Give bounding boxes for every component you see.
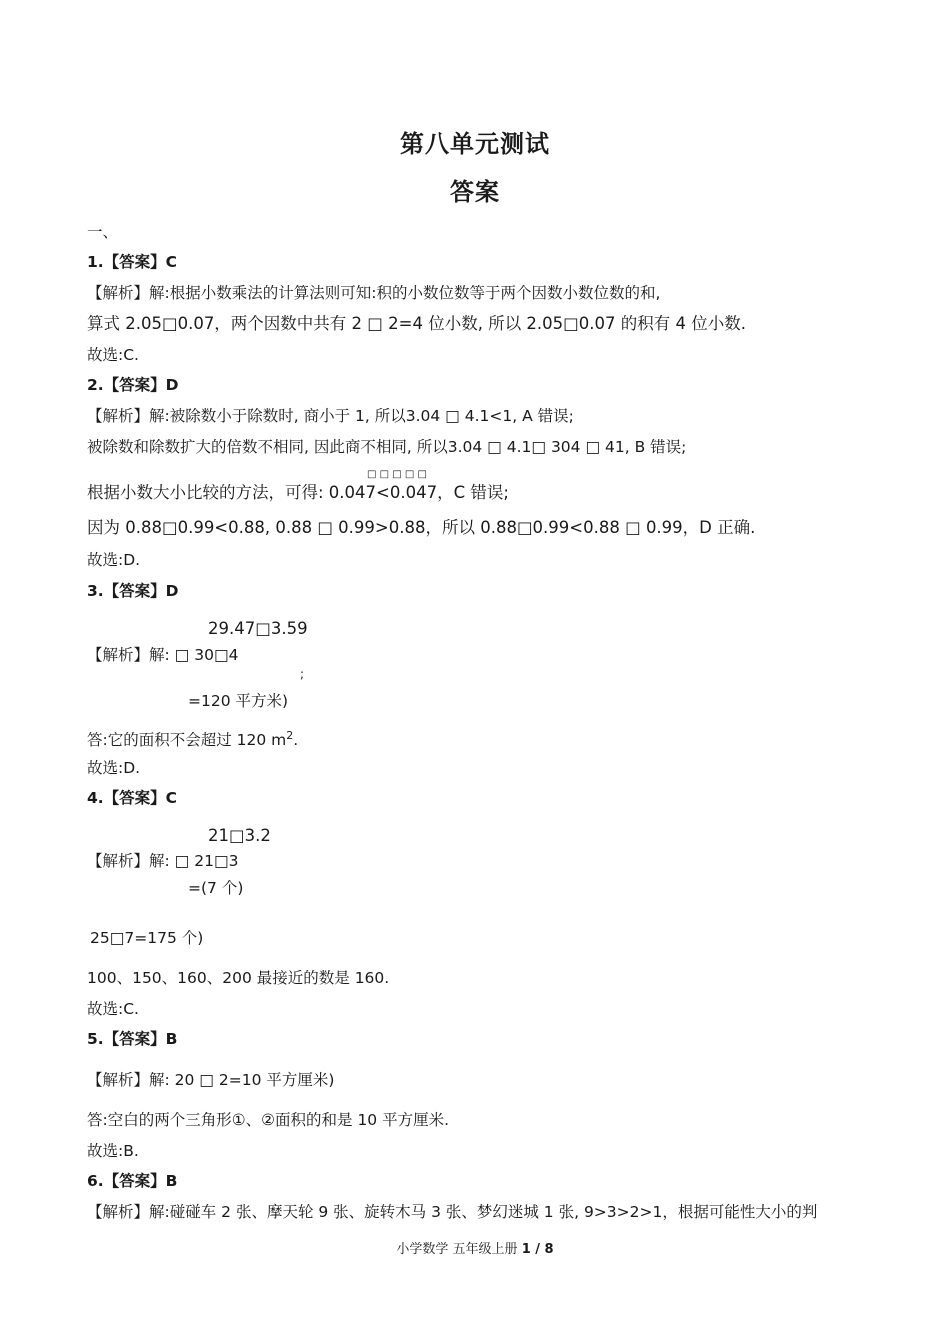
section-label: 一、 [87,223,119,241]
q3-answer: 3.【答案】D [87,582,179,600]
q5-choice: 故选:B. [87,1142,139,1160]
q4-formula-result: =(7 个) [188,879,244,897]
q2-analysis-line: 被除数和除数扩大的倍数不相同, 因此商不相同, 所以3.04 □ 4.1□ 304 □ 41, B 错误; [87,438,687,456]
q2-repeat-dots: □ □ □ □ □ [367,469,427,480]
q1-analysis-line: 【解析】解:根据小数乘法的计算法则可知:积的小数位数等于两个因数小数位数的和, [87,284,661,302]
page-title: 第八单元测试 [400,130,550,158]
q1-answer: 1.【答案】C [87,253,178,271]
q4-analysis-line: 100、150、160、200 最接近的数是 160. [87,969,390,987]
q2-analysis-line: 【解析】解:被除数小于除数时, 商小于 1, 所以3.04 □ 4.1<1, A 错误; [87,407,574,425]
q3-analysis-line: 【解析】解: □ 30□4 [87,646,239,664]
q3-answer-line: 答:它的面积不会超过 120 $m^2$. [87,729,299,749]
page-subtitle: 答案 [450,178,500,206]
q4-calc: 25□7=175 个) [90,929,204,947]
q1-analysis-line: 算式 2.05□0.07，两个因数中共有 2 □ 2=4 位小数, 所以 2.05□0.07 的积有 4 位小数. [87,314,746,333]
q3-formula-result: =120 平方米) [188,692,289,710]
q6-analysis-line: 【解析】解:碰碰车 2 张、摩天轮 9 张、旋转木马 3 张、梦幻迷城 1 张, 9>3>2>1，根据可能性大小的判 [87,1203,818,1221]
q3-choice: 故选:D. [87,759,141,777]
q3-formula: 29.47□3.59 [208,619,308,638]
q2-analysis-line: 因为 0.88□0.99<0.88, 0.88 □ 0.99>0.88，所以 0.88□0.99<0.88 □ 0.99，D 正确. [87,518,756,537]
q2-answer: 2.【答案】D [87,376,179,394]
q5-answer-line: 答:空白的两个三角形①、②面积的和是 10 平方厘米. [87,1111,450,1129]
q4-formula: 21□3.2 [208,826,271,845]
q5-analysis-line: 【解析】解: 20 □ 2=10 平方厘米) [87,1071,335,1089]
q4-answer: 4.【答案】C [87,789,178,807]
q4-analysis-line: 【解析】解: □ 21□3 [87,852,239,870]
page-number: 1 / 8 [521,1242,554,1257]
q3-semicolon: ; [300,667,305,681]
q2-choice: 故选:D. [87,551,141,569]
q6-answer: 6.【答案】B [87,1172,178,1190]
q1-choice: 故选:C. [87,346,139,364]
q2-analysis-line: 根据小数大小比较的方法，可得: 0.047<0.047，C 错误; [87,483,509,502]
q4-choice: 故选:C. [87,1000,139,1018]
q5-answer: 5.【答案】B [87,1030,178,1048]
page-footer: 小学数学 五年级上册 1 / 8 [396,1242,554,1257]
